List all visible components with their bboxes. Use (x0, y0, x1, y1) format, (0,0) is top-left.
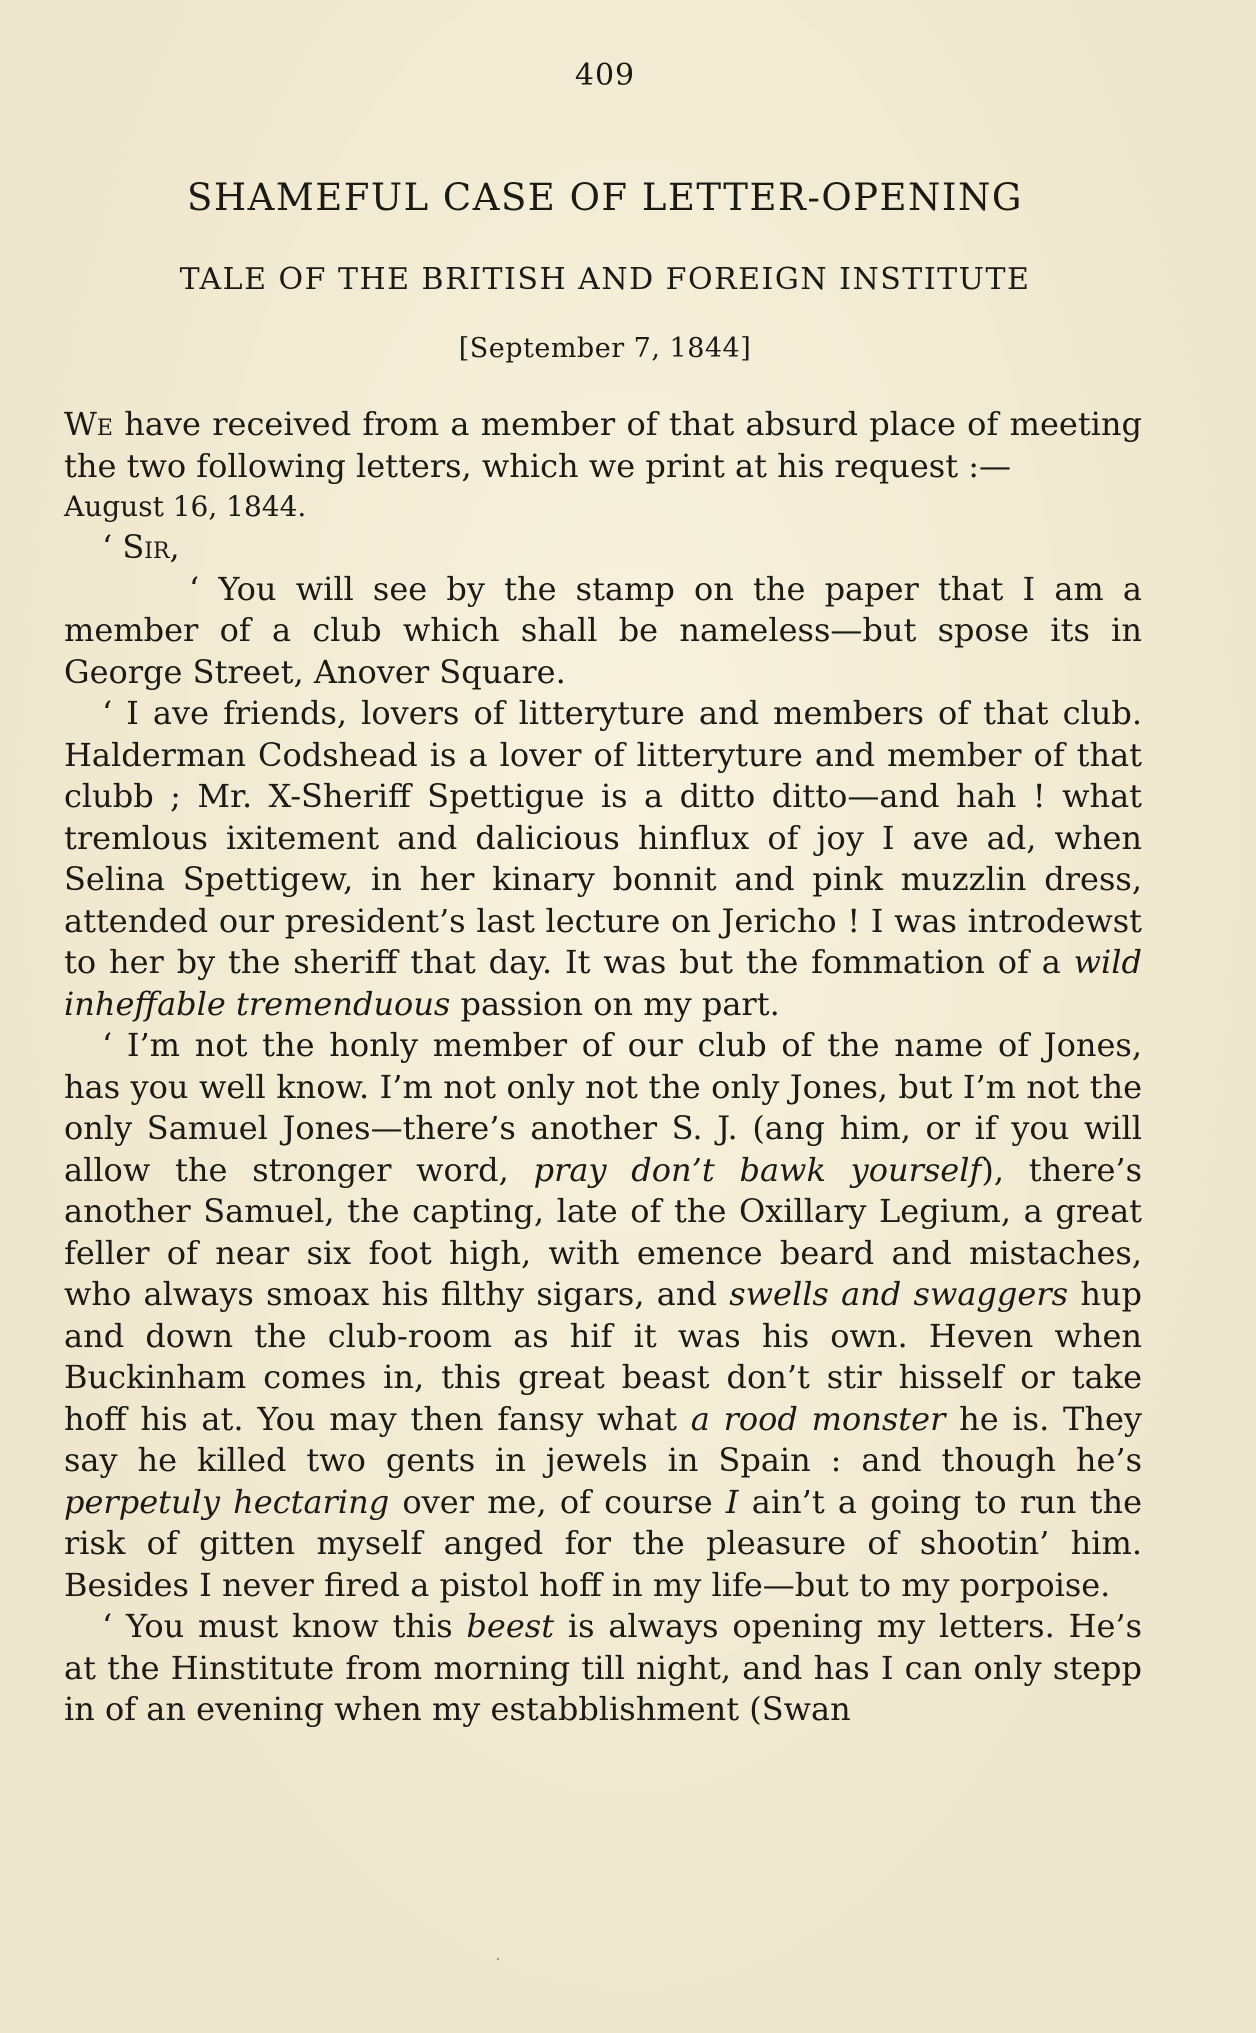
intro-dropcap: We (64, 405, 113, 443)
chapter-title: SHAMEFUL CASE OF LETTER-OPENING (187, 176, 1023, 219)
salutation-comma: , (169, 528, 180, 566)
paragraph-4-text-a: ‘ You must know this (102, 1607, 467, 1645)
paragraph-3-italic-2: swells and swaggers (729, 1275, 1069, 1313)
paragraph-3-text-f: ain’t a going to run the risk of gitten myself anged for the pleasure of shootin’ him. Besides I never fired a pistol hoff in my life—but to my porpoise. (64, 1482, 1143, 1604)
paragraph-3-italic-3: a rood monster (690, 1399, 946, 1438)
paragraph-3-text-b: ), there’s another Samuel, the capting, late of the Oxillary Legium, a great feller of near six foot high, with emence beard and mistaches, who always smoax his filthy sigars, and (64, 1150, 1143, 1313)
salutation (64, 527, 1142, 569)
intro-text: have received from a member of that absurd place of meeting the two following letters, which we print at his request :— (64, 405, 1142, 485)
paragraph-3 (64, 1025, 1142, 1606)
page-speck (497, 1958, 499, 1960)
paragraph-2-text: ‘ I ave friends, lovers of litteryture and members of that club. Halderman Codshead is a lover of litteryture and member of that clubb ; Mr. X-Sheriff Spettigue is a ditto ditto—and hah ! what tremlous ixitement and dalicious hinflux of joy I ave ad, when Selina Spettigew, in her kinary bonnit and pink muzzlin dress, attended our president’s last lecture on Jericho ! I was introdewst to her by the sheriff that day. It was but the fommation of a (64, 694, 1142, 981)
paragraph-1: ‘ You will see by the stamp on the paper that I am a member of a club which shall be nameless—but spose its in George Street, Anover Square. (64, 569, 1142, 691)
paragraph-4 (64, 1606, 1142, 1731)
paragraph-3-text-c: hup and down the club-room as hif it was his own. Heven when Buckinham comes in, this great beast don’t stir hisself or take hoff his at. You may then fansy what (64, 1275, 1143, 1438)
paragraph-3-italic-1: pray don’t bawk yourself (533, 1150, 982, 1189)
paragraph-4-text-b: is always opening my letters. He’s at the Hinstitute from morning till night, and has I can only stepp in of an evening when my estabblishment (Swan (64, 1607, 1143, 1728)
chapter-subtitle: TALE OF THE BRITISH AND FOREIGN INSTITUTE (179, 262, 1031, 297)
paragraph-3-text-d: he is. They say he killed two gents in jewels in Spain : and though he’s (64, 1399, 1143, 1479)
paragraph-3-text-e: over me, of course (389, 1482, 726, 1521)
paragraph-2 (64, 693, 1142, 1025)
body-text (64, 404, 1142, 1731)
paragraph-3-italic-5: I (725, 1482, 739, 1521)
salutation-quote: ‘ (102, 528, 123, 566)
paragraph-3-text-a: ‘ I’m not the honly member of our club of the name of Jones, has you well know. I’m not only not the only Jones, but I’m not the only Samuel Jones—there’s another S. J. (ang him, or if you will allow the stronger word, (64, 1026, 1142, 1189)
paragraph-2-italic: wild inheffable tremenduous (64, 943, 1142, 1023)
letter-date: August 16, 1844. (64, 490, 307, 523)
intro-paragraph (64, 404, 1142, 487)
paragraph-2-text-end: passion on my part. (450, 984, 780, 1023)
salutation-word: Sir (122, 528, 170, 566)
publication-date: [September 7, 1844] (458, 333, 752, 364)
page-number: 409 (574, 58, 636, 93)
paragraph-3-italic-4: perpetuly hectaring (64, 1482, 390, 1521)
paragraph-4-italic: beest (466, 1607, 555, 1645)
